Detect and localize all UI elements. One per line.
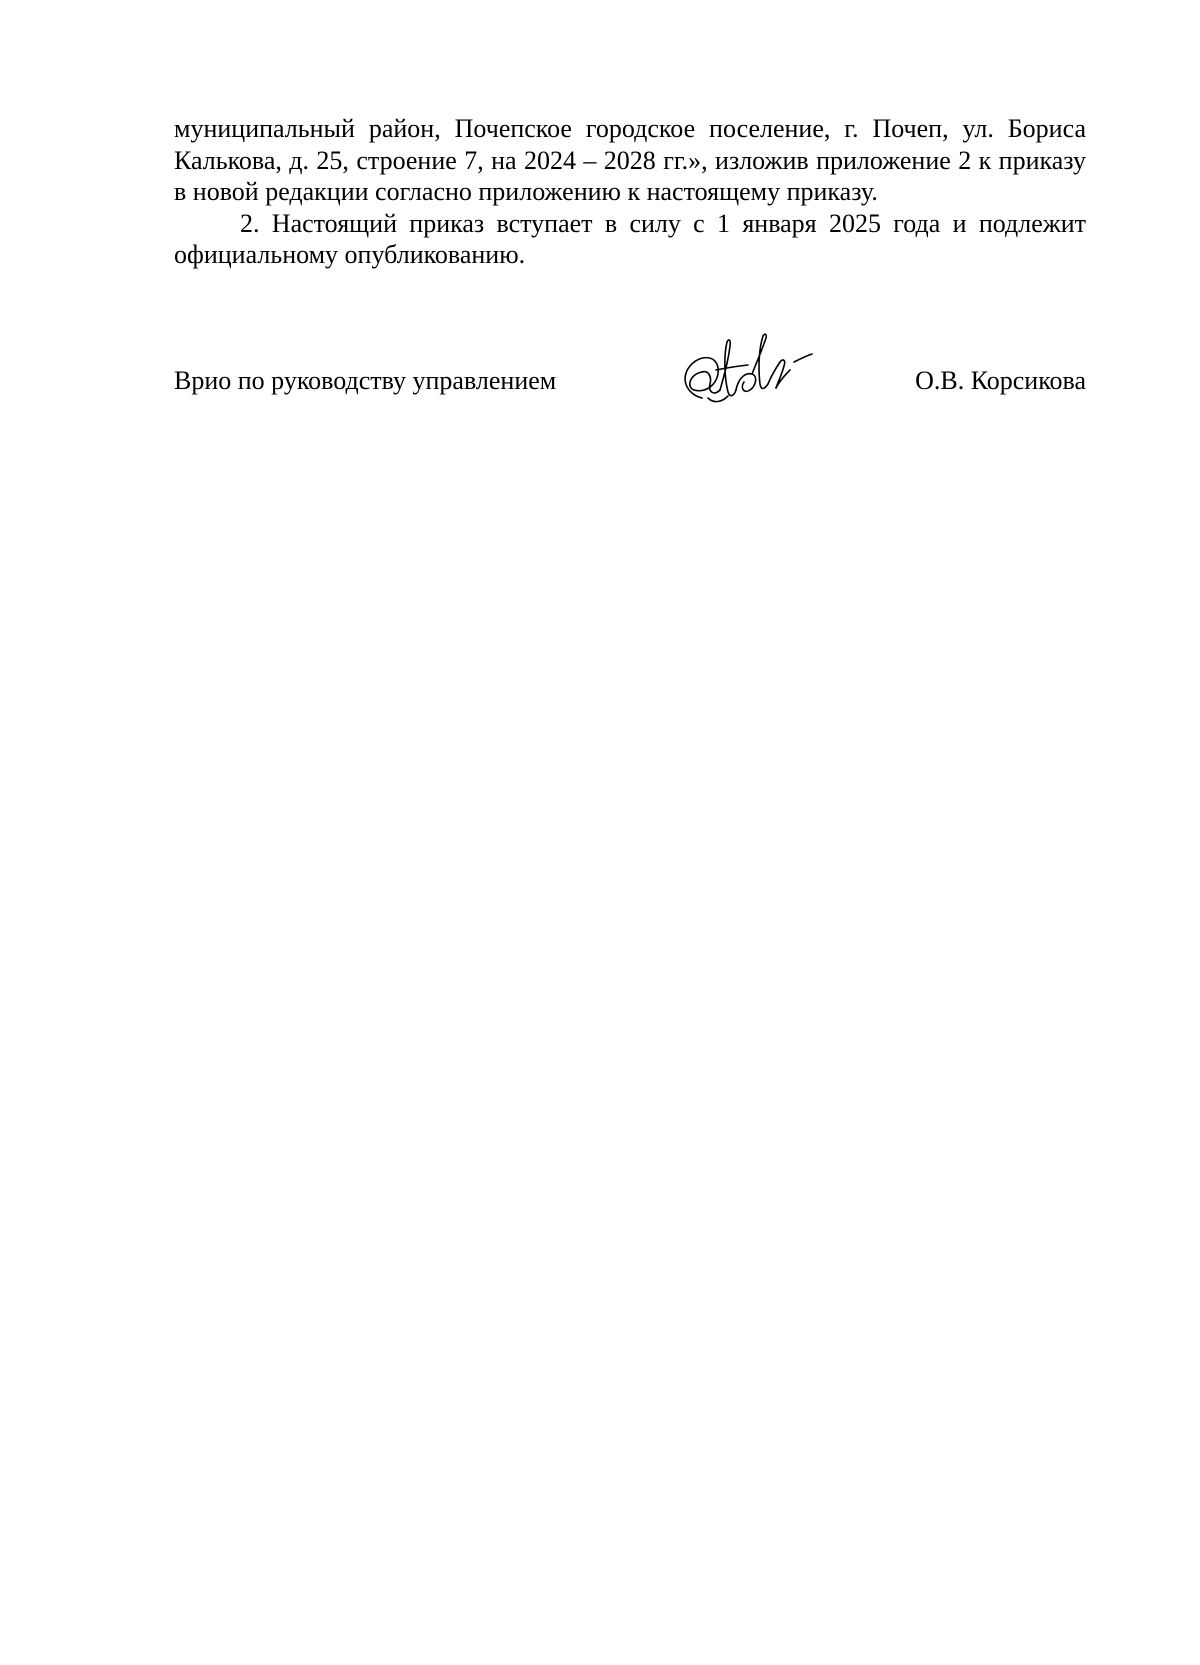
paragraph-effective-date: 2. Настоящий приказ вступает в силу с 1 января 2025 года и подлежит официальному опубликованию.: [174, 208, 1086, 269]
handwritten-signature-icon: [672, 324, 822, 416]
paragraph-continuation: муниципальный район, Почепское городское поселение, г. Почеп, ул. Бориса Калькова, д. 25, строение 7, на 2024 – 2028 гг.», изложив приложение 2 к приказу в новой редакции согласно приложению к настоящему приказу.: [174, 114, 1086, 206]
signature-block: [174, 324, 1086, 424]
signatory-position: Врио по руководству управлением: [174, 366, 557, 395]
document-body: [174, 113, 1086, 271]
signatory-name: О.В. Корсикова: [915, 366, 1086, 395]
